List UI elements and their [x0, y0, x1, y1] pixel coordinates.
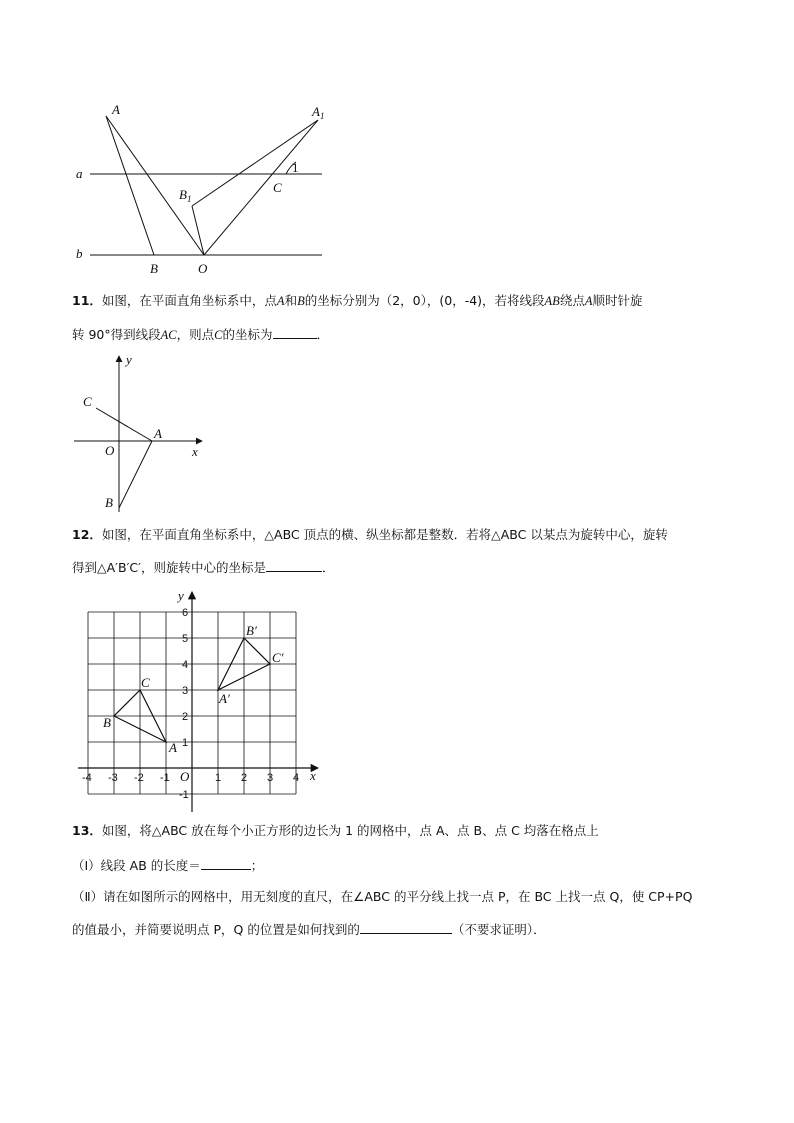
label-b: b	[76, 246, 83, 261]
q13-text: （Ⅰ）线段 AB 的长度＝	[72, 858, 201, 873]
q11-line-1	[72, 293, 643, 309]
q11-var: AB	[544, 294, 560, 308]
q12-text: 得到△A′B′C′，则旋转中心的坐标是	[72, 560, 266, 575]
q11-var: AC	[160, 328, 177, 342]
rotation-figure-q10	[70, 96, 340, 281]
label-B: B	[150, 261, 158, 276]
label-B: B	[103, 715, 111, 730]
segment-AC	[96, 408, 152, 441]
label-C: C	[273, 180, 282, 195]
q12-line-2	[72, 559, 335, 576]
q13-part-2-line-2	[72, 921, 546, 938]
x-tick-label: -3	[108, 772, 118, 784]
q11-text: ，则点	[176, 327, 215, 342]
segment-OA1	[204, 120, 318, 255]
question-number: 12．	[72, 527, 102, 542]
label-A: A	[112, 102, 120, 117]
label-angle-1: 1	[292, 160, 299, 175]
label-B-prime: B′	[246, 623, 257, 638]
x-tick-label: 2	[241, 772, 248, 784]
label-A1: $A_1$	[312, 104, 325, 121]
label-y: y	[126, 352, 132, 367]
q13-text: （Ⅱ）请在如图所示的网格中，用无刻度的直尺，在∠ABC 的平分线上找一点 P，在 BC 上找一点 Q，使 CP+PQ	[72, 889, 693, 904]
answer-blank	[273, 326, 317, 339]
answer-blank	[266, 559, 322, 572]
label-A: A	[154, 426, 162, 441]
q11-text: 的坐标分别为（2，0），(0，-4)，若将线段	[304, 293, 545, 308]
q11-var: A	[584, 294, 593, 308]
y-tick-label: 6	[182, 607, 189, 619]
y-tick-label: 4	[182, 659, 189, 671]
segment-AB	[106, 116, 154, 255]
x-tick-label: -1	[160, 772, 170, 784]
label-O: O	[105, 443, 115, 458]
segment-AO	[106, 116, 204, 255]
question-number: 11．	[72, 293, 102, 308]
y-tick-label: 2	[182, 711, 189, 723]
q12-text: ．	[321, 560, 335, 575]
label-B1: $B_1$	[179, 187, 192, 204]
q13-line-1	[72, 823, 599, 839]
q12-text: 如图，在平面直角坐标系中，△ABC 顶点的横、纵坐标都是整数．若将△ABC 以某点为旋转中心，旋转	[101, 527, 668, 542]
q11-var: C	[214, 328, 223, 342]
q13-text: 的值最小，并简要说明点 P，Q 的位置是如何找到的	[72, 922, 360, 937]
label-a: a	[76, 166, 83, 181]
q13-text: （不要求证明）．	[451, 922, 546, 937]
segment-B1O	[192, 206, 204, 255]
q11-var: B	[297, 294, 305, 308]
label-x: x	[310, 768, 316, 783]
label-O: O	[198, 261, 208, 276]
label-C: C	[141, 675, 150, 690]
q11-var: A	[276, 294, 285, 308]
q11-text: ．	[316, 327, 330, 342]
y-tick-label: 1	[182, 737, 189, 749]
coordinate-figure-q11	[70, 352, 210, 514]
label-y: y	[178, 588, 184, 603]
x-tick-label: 3	[267, 772, 274, 784]
label-C: C	[83, 394, 92, 409]
q11-text: 转 90°得到线段	[72, 327, 161, 342]
q11-text: 如图，在平面直角坐标系中，点	[101, 293, 277, 308]
segment-AB	[119, 441, 152, 508]
label-C-prime: C′	[272, 650, 284, 665]
q11-text: 绕点	[559, 293, 585, 308]
q11-text: 顺时针旋	[592, 293, 643, 308]
q13-part-1	[72, 857, 263, 874]
q13-text: 如图，将△ABC 放在每个小正方形的边长为 1 的网格中，点 A、点 B、点 C 均落在格点上	[101, 823, 599, 838]
segment-A1B1	[192, 120, 318, 206]
q11-line-2	[72, 326, 329, 343]
answer-blank	[360, 921, 452, 934]
y-tick-label: 3	[182, 685, 189, 697]
x-tick-label: 4	[293, 772, 300, 784]
q13-part-2-line-1	[72, 889, 692, 905]
question-number: 13．	[72, 823, 102, 838]
grid-figure-q12	[70, 582, 330, 812]
q11-text: 和	[284, 293, 298, 308]
q12-line-1	[72, 527, 668, 543]
x-tick-label: -2	[134, 772, 144, 784]
x-tick-label: 1	[215, 772, 222, 784]
q11-text: 的坐标为	[222, 327, 273, 342]
label-B: B	[105, 495, 113, 510]
label-x: x	[192, 444, 198, 459]
y-tick-label: 5	[182, 633, 189, 645]
answer-blank	[201, 857, 251, 870]
q13-text: ；	[250, 858, 264, 873]
label-A: A	[169, 740, 177, 755]
label-O: O	[180, 769, 190, 784]
label-A-prime: A′	[219, 691, 230, 706]
x-tick-label: -4	[82, 772, 92, 784]
y-tick-label: -1	[179, 789, 189, 801]
